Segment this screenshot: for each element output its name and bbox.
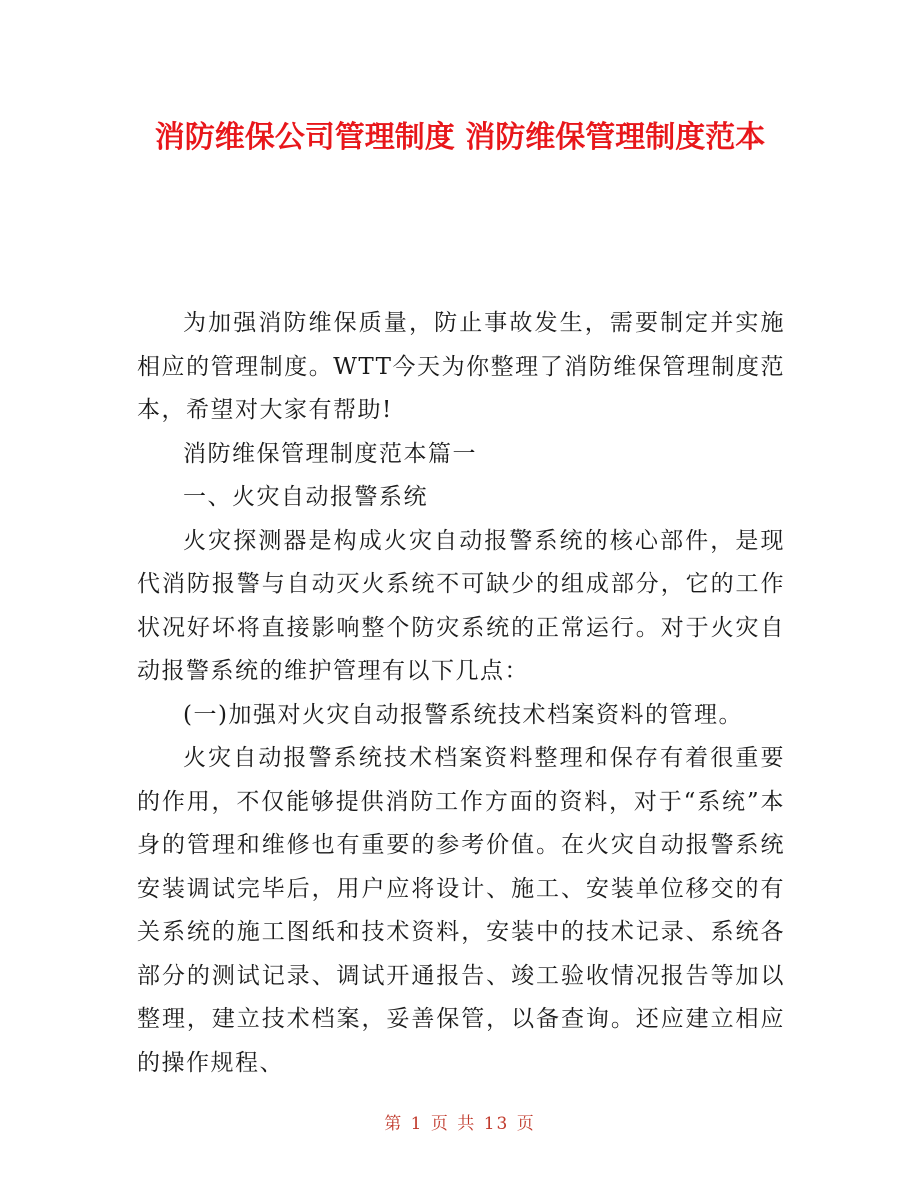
section-heading: 消防维保管理制度范本篇一: [183, 440, 477, 467]
document-body: [137, 302, 785, 1085]
page-number-footer: 第 1 页 共 13 页: [384, 1114, 536, 1134]
paragraph-detector: 火灾探测器是构成火灾自动报警系统的核心部件，是现代消防报警与自动灭火系统不可缺少的组成部分，它的工作状况好坏将直接影响整个防灾系统的正常运行。对于火灾自动报警系统的维护管理有以下几点：: [137, 527, 785, 684]
document-title: 消防维保公司管理制度 消防维保管理制度范本: [154, 120, 766, 155]
paragraph-intro: 为加强消防维保质量，防止事故发生，需要制定并实施相应的管理制度。WTT今天为你整理了消防维保管理制度范本，希望对大家有帮助!: [137, 310, 785, 423]
subsection-heading: 一、火灾自动报警系统: [183, 484, 428, 510]
paragraph-archive: 火灾自动报警系统技术档案资料整理和保存有着很重要的作用，不仅能够提供消防工作方面的资料，对于“系统”本身的管理和维修也有重要的参考价值。在火灾自动报警系统安装调试完毕后，用户应将设计、施工、安装单位移交的有关系统的施工图纸和技术资料，安装中的技术记录、系统各部分的测试记录、调试开通报告、竣工验收情况报告等加以整理，建立技术档案，妥善保管，以备查询。还应建立相应的操作规程、: [137, 745, 785, 1076]
list-item-heading: (一)加强对火灾自动报警系统技术档案资料的管理。: [183, 701, 743, 728]
